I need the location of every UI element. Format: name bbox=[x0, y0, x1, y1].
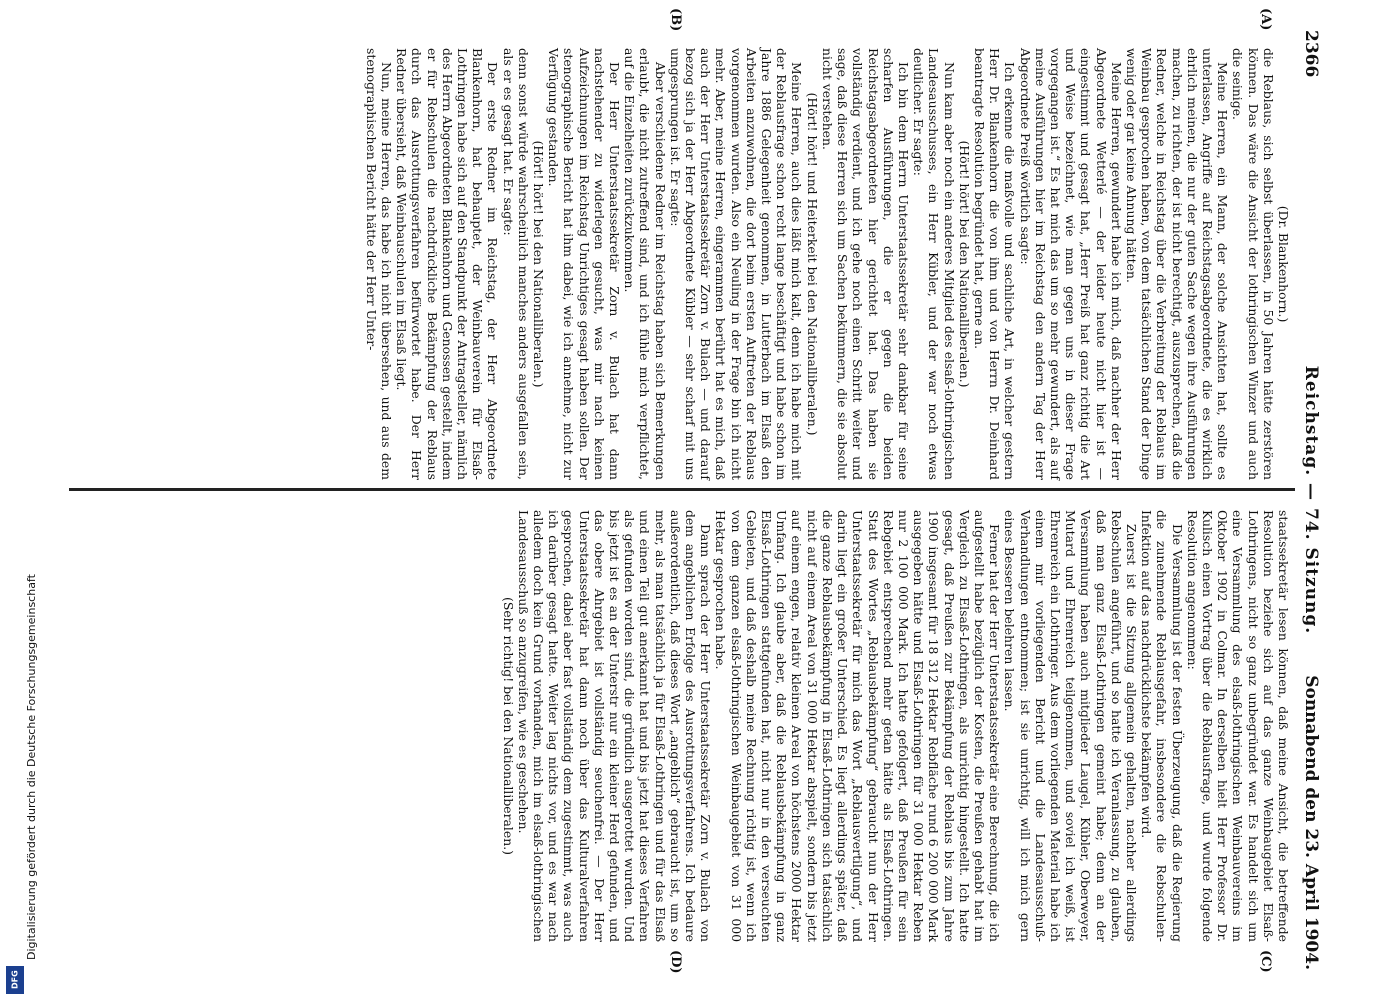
margin-marker-d: (D) bbox=[668, 950, 683, 974]
interjection: (Hört! hört! und Heiterkeit bei den Nationalliberalen.) bbox=[804, 92, 820, 436]
session-title: Reichstag. — 74. Sitzung. bbox=[1301, 365, 1321, 635]
page-number: 2366 bbox=[1301, 30, 1321, 78]
margin-marker-a: (A) bbox=[1258, 8, 1273, 31]
interjection: (Hört! hört! bei den Nationalliberalen.) bbox=[956, 140, 972, 388]
paragraph: Meine Herren, ein Mann, der solche Ansichten hat, sollte es unterlassen, Angriffe auf Reichstagsabgeordnete, die es wirklich ehrlich meinen, die nur der guten Sache wegen ihre Ausführungen machen, zu richten, der ist nicht berechtigt, auszusprechen, daß die Redner, welche in Reichstag über die Verbreitung der Reblaus im Weinbau gesprochen haben, von dem tatsächlichen Stand der Dinge wenig oder gar keine Ahnung hätten. bbox=[1123, 48, 1231, 480]
quote-paragraph: Ich erkenne die maßvolle und sachliche Art, in welcher gestern Herr Dr. Blankenhorn die von ihm und von Herrn Dr. Deinhard beantragte Resolution begründet hat, gerne an. bbox=[971, 48, 1018, 480]
paragraph: Meine Herren, auch dies läßt mich kalt, denn ich habe mich mit der Reblausfrage schon recht lange beschäftigt und habe schon im Jahre 1886 Gelegenheit genommen, in Lutterbach im Elsaß den Arbeiten anzuwohnen, die dort beim ersten Auftreten der Reblaus vorgenommen wurden. Also ein Neuling in der Frage bin ich nicht mehr. Aber, meine Herren, eingerammen berührt hat es mich, daß auch der Herr Unterstaatssekretär Zorn v. Bulach — und darauf bezog sich ja der Herr Abgeordnete Kübler — sehr scharf mit uns umgesprungen ist. Er sagte: bbox=[667, 48, 805, 480]
paragraph: Nun kam aber noch ein anderes Mitglied des elsaß-lothringischen Landesausschusses, ein Herr Kübler, und der war noch etwas deutlicher. Er sagte: bbox=[911, 48, 957, 480]
paragraph: Ferner hat der Herr Unterstaatssekretär eine Berechnung, die ich aufgestellt habe bezüglich der Kosten, die Preußen gehabt hat im Vergleich zu Elsaß-Lothringen, als unrichtig hingestellt. Ich hatte gesagt, daß Preußen zur Bekämpfung der Reblaus bis zum Jahre 1900 insgesamt für 18 312 Hektar Rebfläche rund 6 200 000 Mark ausgegeben hätte und Elsaß-Lothringen für 31 000 Hektar Reben nur 2 100 000 Mark. Ich hatte gefolgert, daß Preußen für sein Rebgebiet entsprechend mehr getan hätte als Elsaß-Lothringen. Statt des Wortes „Reblausbekämpfung“ gebraucht nun der Herr Unterstaatssekretär für mich das Wort „Reblausvertilgung“, und darin liegt ein großer Unterschied. Es liegt allerdings später, daß die ganze Reblausbekämpfung in Elsaß-Lothringen sich tatsächlich nicht auf einem Areal von 31 000 Hektar abspielt, sondern bis jetzt auf einem engen, relativ kleinen Areal von höchstens 2000 Hektar Umfang. Ich glaube aber, daß die Reblausbekämpfung in ganz Elsaß-Lothringen stattgefunden hat, nicht nur in den verseuchten Gebieten, und daß deshalb meine Rechnung richtig ist, wenn ich von dem ganzen elsaß-lothringischen Weinbaugebiet von 31 000 Hektar gesprochen habe. bbox=[713, 510, 1003, 942]
right-column bbox=[500, 510, 1291, 942]
quote-paragraph: Aber verschiedene Redner im Reichstag haben sich Bemerkungen erlaubt, die nicht zutreffend sind, und ich fühle mich verpflichtet, auf die Einzelheiten zurückzukommen. bbox=[622, 48, 668, 480]
digitization-sidebar bbox=[4, 0, 38, 1000]
quote-paragraph: Der erste Redner im Reichstag, der Herr Abgeordnete Blankenhorn, hat behauptet, der Weinbauverein für Elsaß-Lothringen habe sich auf den Standpunkt der Antragsteller, nämlich des Herrn Abgeordneten Blankenhorn und Genossen gestellt, indem er für Rebschulen die nachdrückliche Bekämpfung der Reblaus durch das Ausrottungsverfahren befürwortet habe. Der Herr Redner übersieht, daß Weinbauschulen im Elsaß liegt. bbox=[394, 48, 501, 480]
paragraph: Zuerst ist die Sitzung allgemein gehalten, nachher allerdings Rebschulen angeführt, und so hatte ich Veranlassung, zu glauben, daß man ganz Elsaß-Lothringen gemeint habe; denn an der Versammlung haben auch mitglieder Laugel, Kübler, Oberweyer, Mutard und Ehrenreich teilgenommen, und soviel ich weiß, ist Ehrenreich ein Lothringer. Aus dem vorliegenden Material habe ich einem mir vorliegenden Bericht und die Landesausschuß-Verhandlungen entnommen; ist sie unrichtig, will ich mich gern eines Besseren belehren lassen. bbox=[1002, 510, 1139, 942]
interjection: (Hört! hört! bei den Nationalliberalen.) bbox=[531, 140, 547, 388]
paragraph: die Reblaus, sich selbst überlassen, in 50 Jahren hätte zerstören können. Das wäre die Ansicht der lothringischen Winzer und auch die seinige. bbox=[1230, 48, 1276, 480]
paragraph: staatssekretär lesen können, daß meine Ansicht, die betreffende Resolution beziehe sich auf das ganze Weinbaugebiet Elsaß-Lothringens, nicht so ganz unbegründet war. Es handelt sich um eine Versammlung des elsaß-lothringischen Weinbauvereins im Oktober 1902 in Colmar. In derselben hielt Herr Professor Dr. Kulisch einen Vortrag über die Reblausfrage, und wurde folgende Resolution angenommen: bbox=[1184, 510, 1291, 942]
funding-note: Digitalisierung gefördert durch die Deutsche Forschungsgemeinschaft bbox=[25, 574, 38, 960]
paragraph: Der Herr Unterstaatssekretär Zorn v. Bulach hat dann nachstehender zu widerlegen gesucht, was mir nach keinen Aufzeichnungen im Reichstag Unrichtiges gesagt haben sollen. Der stenographische Bericht hat ihm dabei, wie ich annehme, nicht zur Verfügung gestanden. bbox=[546, 48, 623, 480]
left-column bbox=[364, 48, 1291, 480]
speaker-label: (Dr. Blankenhorn.) bbox=[1276, 205, 1291, 323]
page-header bbox=[1297, 30, 1321, 970]
quote-paragraph: Die Versammlung ist der festen Überzeugung, daß die Regierung die zunehmende Reblausgefahr, insbesondere die Rebschulen-Infektion auf das nachdrücklichste bekämpfen wird. bbox=[1139, 510, 1185, 942]
session-date: Sonnabend den 23. April 1904. bbox=[1301, 675, 1321, 970]
paragraph: denn sonst würde wahrscheinlich manches anders ausgefallen sein, als er es gesagt hat. Er sagte: bbox=[500, 48, 531, 480]
margin-marker-b: (B) bbox=[668, 8, 683, 32]
margin-marker-c: (C) bbox=[1258, 950, 1273, 973]
column-divider bbox=[69, 488, 1295, 491]
paragraph: Nun, meine Herren, das habe ich nicht übersehen, und aus dem stenographischen Bericht hätte der Herr Unter- bbox=[363, 48, 395, 480]
paragraph: Dann sprach der Herr Unterstaatssekretär Zorn v. Bulach von dem angeblichen Erfolge des Ausrottungsverfahrens. Ich bedaure außerordentlich, daß dieses Wort „angeblich“ gebraucht ist, um so mehr, als man tatsächlich ja für Elsaß-Lothringen und für das Elsaß und einen Teil gut anerkannt hat und bis jetzt hat dieses Verfahren als gefunden worden sind, die gründlich ausgerottet wurden. Und bis jetzt ist es an der Unterstr nur ein kleiner Herd gefunden, und das obere Ahrgebiet ist vollständig seuchenfrei. — Der Herr Unterstaatssekretär hat dann noch über das Kulturalverfahren gesprochen, dabei aber fast vollständig dem zugestimmt, was auch ich darüber gesagt hatte. Weiter lag nichts vor, und es war nach alledem doch kein Grund vorhanden, mich im elsaß-lothringischen Landesausschuß so anzugreifen, wie es geschehen. bbox=[515, 510, 714, 942]
interjection: (Sehr richtig! bei den Nationalliberalen.) bbox=[500, 597, 516, 855]
paragraph: Meine Herren, gewundert habe ich mich, daß nachher der Herr Abgeordnete Wetterlé — der leider heute nicht hier ist — eingestimmt und gesagt hat, „Herr Preiß hat ganz richtig die Art und Weise bezeichnet, wie man gegen uns in dieser Frage vorgegangen ist.“ Es hat mich das um so mehr gewundert, als auf meine Ausführungen hier im Reichstag den andern Tag der Herr Abgeordnete Preiß wörtlich sagte: bbox=[1017, 48, 1124, 480]
dfg-logo: DFG bbox=[6, 966, 24, 994]
quote-paragraph: Ich bin dem Herrn Unterstaatssekretär sehr dankbar für seine scharfen Ausführungen, die er gegen die beiden Reichstagsabgeordneten hier gerichtet hat. Das haben sie vollständig verdient, und ich gehe noch einen Schritt weiter und sage, daß diese Herren sich um Sachen bekümmern, die sie absolut nicht verstehen. bbox=[819, 48, 911, 480]
